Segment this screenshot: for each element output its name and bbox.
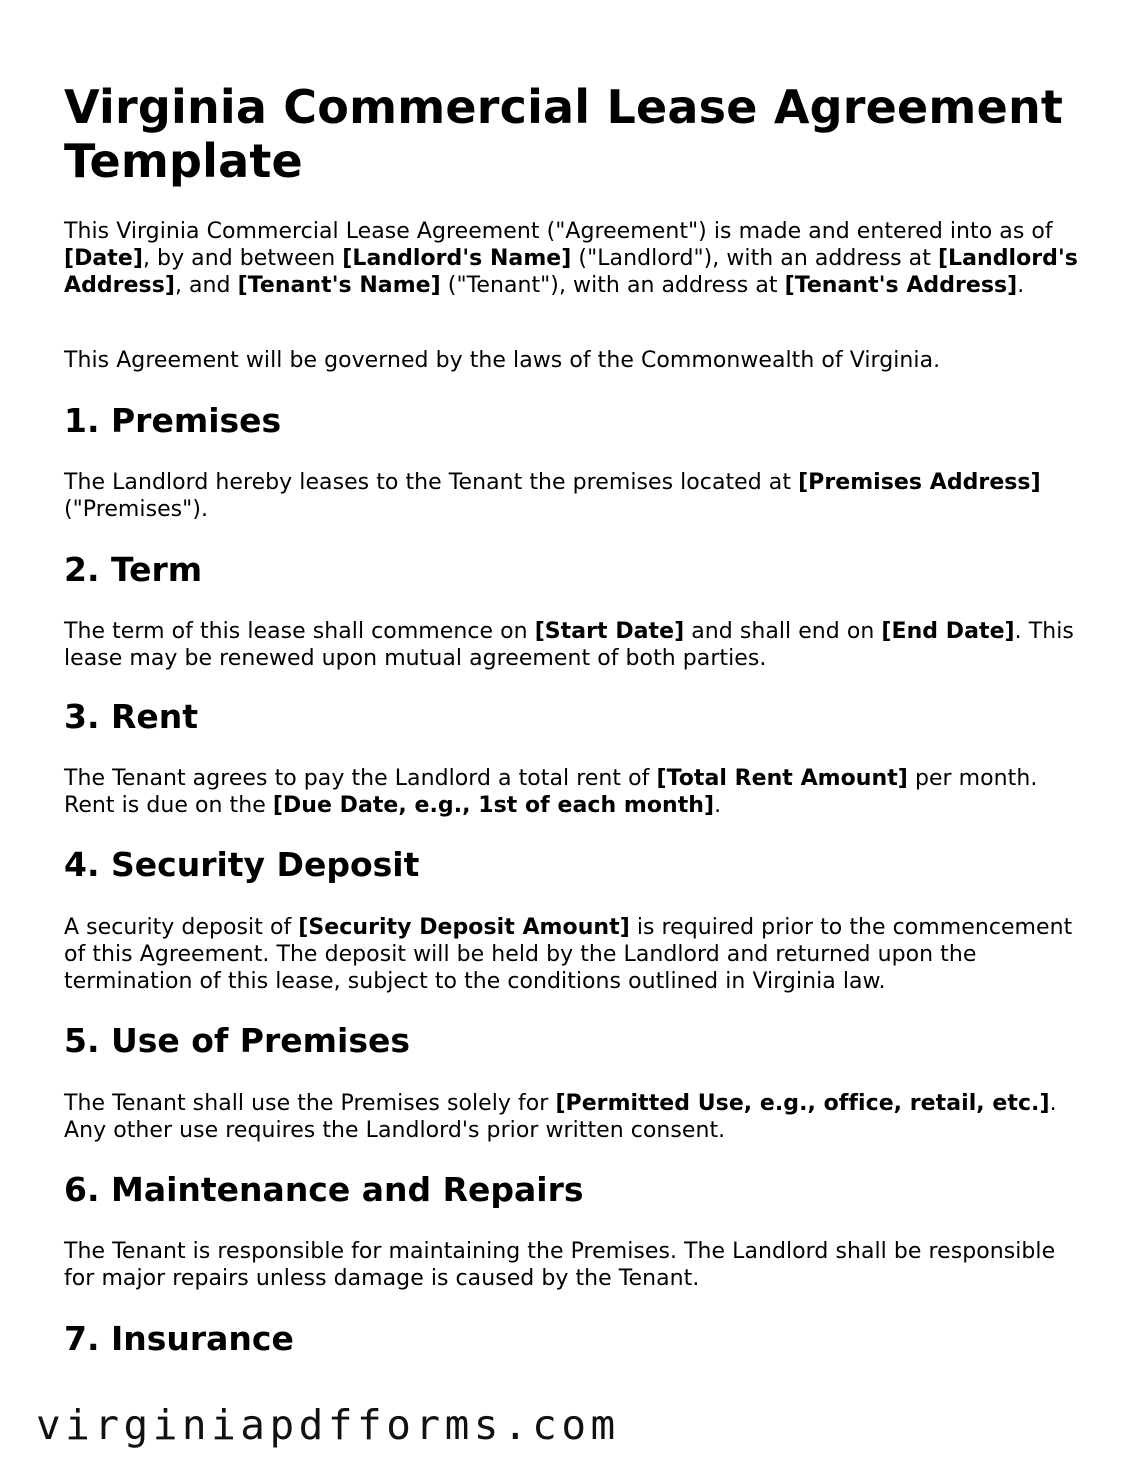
body-text: per month. Rent is due on the — [64, 766, 1038, 818]
body-text: The term of this lease shall commence on — [64, 619, 535, 644]
section-heading-premises: 1. Premises — [64, 401, 282, 440]
intro-text: , by and between — [142, 246, 343, 271]
landlord-name-placeholder: [Landlord's Name] — [342, 246, 572, 271]
section-body-maintenance: The Tenant is responsible for maintaining the Premises. The Landlord shall be responsible for major repairs unless damage is caused by the Tenant. — [64, 1239, 1056, 1291]
body-text: A security deposit of — [64, 915, 299, 940]
section-body-rent — [64, 765, 1080, 819]
premises-address-placeholder: [Premises Address] — [798, 470, 1041, 495]
body-text: The Landlord hereby leases to the Tenant the premises located at — [64, 470, 799, 495]
total-rent-placeholder: [Total Rent Amount] — [656, 766, 908, 791]
body-text: . — [714, 793, 722, 818]
section-heading-security-deposit: 4. Security Deposit — [64, 845, 420, 884]
body-text: is required prior to the commencement of this Agreement. The deposit will be held by the Landlord and returned upon the termination of this lease, subject to the conditions outlined in Virginia law. — [64, 915, 1073, 994]
security-deposit-placeholder: [Security Deposit Amount] — [298, 915, 630, 940]
intro-paragraph — [64, 218, 1080, 299]
intro-text: ("Tenant"), with an address at — [440, 273, 785, 298]
section-body-use-of-premises — [64, 1090, 1080, 1144]
tenant-name-placeholder: [Tenant's Name] — [237, 273, 441, 298]
end-date-placeholder: [End Date] — [881, 619, 1015, 644]
section-heading-insurance: 7. Insurance — [64, 1319, 294, 1358]
section-body-premises — [64, 469, 1080, 523]
body-text: and shall end on — [684, 619, 882, 644]
intro-text: This Virginia Commercial Lease Agreement ("Agreement") is made and entered into as of — [64, 219, 1053, 244]
footer-watermark: virginiapdfforms.com — [36, 1401, 620, 1449]
section-heading-term: 2. Term — [64, 550, 203, 589]
governing-law-paragraph: This Agreement will be governed by the laws of the Commonwealth of Virginia. — [64, 348, 941, 373]
section-body-security-deposit — [64, 914, 1080, 995]
document-title: Virginia Commercial Lease Agreement Template — [64, 80, 1064, 188]
intro-text: , and — [174, 273, 238, 298]
permitted-use-placeholder: [Permitted Use, e.g., office, retail, etc.] — [555, 1091, 1050, 1116]
body-text: . Any other use requires the Landlord's prior written consent. — [64, 1091, 1057, 1143]
body-text: The Tenant shall use the Premises solely for — [64, 1091, 556, 1116]
section-body-term — [64, 618, 1080, 672]
tenant-address-placeholder: [Tenant's Address] — [784, 273, 1018, 298]
section-heading-use-of-premises: 5. Use of Premises — [64, 1021, 411, 1060]
due-date-placeholder: [Due Date, e.g., 1st of each month] — [272, 793, 715, 818]
section-heading-rent: 3. Rent — [64, 697, 199, 736]
body-text: ("Premises"). — [64, 497, 209, 522]
intro-text: . — [1017, 273, 1025, 298]
date-placeholder: [Date] — [64, 246, 143, 271]
intro-text: ("Landlord"), with an address at — [571, 246, 938, 271]
body-text: . This lease may be renewed upon mutual agreement of both parties. — [64, 619, 1074, 671]
body-text: The Tenant agrees to pay the Landlord a total rent of — [64, 766, 657, 791]
landlord-address-placeholder: [Landlord's Address] — [64, 246, 1078, 298]
start-date-placeholder: [Start Date] — [534, 619, 685, 644]
section-heading-maintenance: 6. Maintenance and Repairs — [64, 1170, 584, 1209]
